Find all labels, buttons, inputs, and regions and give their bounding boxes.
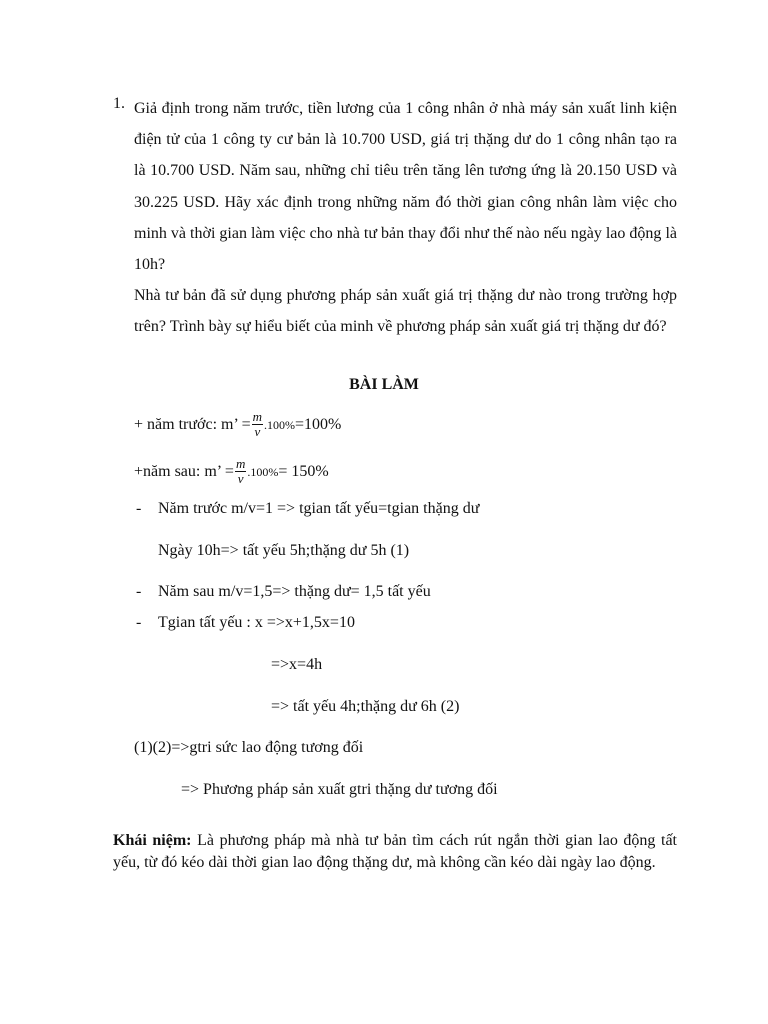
formula-previous-year — [134, 410, 341, 439]
formula-multiplier: .100% — [264, 417, 296, 432]
formula-result: = 150% — [278, 462, 329, 480]
solution-heading: BÀI LÀM — [349, 376, 419, 393]
concept-paragraph — [113, 830, 677, 874]
fraction-denominator: v — [254, 424, 261, 439]
question-number: 1. — [113, 95, 125, 112]
solution-line-7: (1)(2)=>gtri sức lao động tương đối — [134, 739, 364, 756]
formula-multiplier: .100% — [247, 464, 279, 479]
formula-result: =100% — [295, 415, 342, 433]
formula-next-year — [134, 457, 329, 486]
solution-line-5: =>x=4h — [271, 656, 323, 673]
bullet-dash: - — [136, 614, 142, 631]
fraction-m-over-v — [235, 457, 246, 486]
fraction-numerator: m — [252, 409, 263, 424]
solution-line-2: Ngày 10h=> tất yếu 5h;thặng dư 5h (1) — [158, 542, 410, 559]
solution-line-6: => tất yếu 4h;thặng dư 6h (2) — [271, 698, 460, 715]
fraction-m-over-v — [252, 410, 263, 439]
concept-label: Khái niệm: — [113, 832, 192, 849]
formula-prefix: +năm sau: m’ = — [134, 462, 234, 480]
fraction-denominator: v — [237, 471, 244, 486]
formula-prefix: + năm trước: m’ = — [134, 415, 251, 433]
question-paragraph-2: Nhà tư bản đã sử dụng phương pháp sản xuất giá trị thặng dư nào trong trường hợp trên? Trình bày sự hiểu biết của minh về phương pháp sản xuất giá trị thặng dư đó? — [134, 287, 677, 336]
question-paragraph-1: Giả định trong năm trước, tiền lương của 1 công nhân ở nhà máy sản xuất linh kiện điện tử của 1 công ty cư bản là 10.700 USD, giá trị thặng dư do 1 công nhân tạo ra là 10.700 USD. Năm sau, những chỉ tiêu trên tăng lên tương ứng là 20.150 USD và 30.225 USD. Hãy xác định trong những năm đó thời gian công nhân làm việc cho minh và thời gian làm việc cho nhà tư bản thay đổi như thế nào nếu ngày lao động là 10h? — [134, 100, 677, 274]
bullet-dash: - — [136, 583, 142, 600]
bullet-dash: - — [136, 500, 142, 517]
concept-text: Là phương pháp mà nhà tư bản tìm cách rút ngắn thời gian lao động tất yếu, từ đó kéo dài thời gian lao động thặng dư, mà không cần kéo dài ngày lao động. — [113, 832, 678, 871]
question-body — [134, 93, 677, 343]
solution-line-4: Tgian tất yếu : x =>x+1,5x=10 — [158, 614, 355, 631]
fraction-numerator: m — [235, 456, 246, 471]
solution-line-1: Năm trước m/v=1 => tgian tất yếu=tgian thặng dư — [158, 500, 480, 517]
solution-line-3: Năm sau m/v=1,5=> thặng dư= 1,5 tất yếu — [158, 583, 431, 600]
solution-line-8: => Phương pháp sản xuất gtri thặng dư tương đối — [181, 781, 498, 798]
